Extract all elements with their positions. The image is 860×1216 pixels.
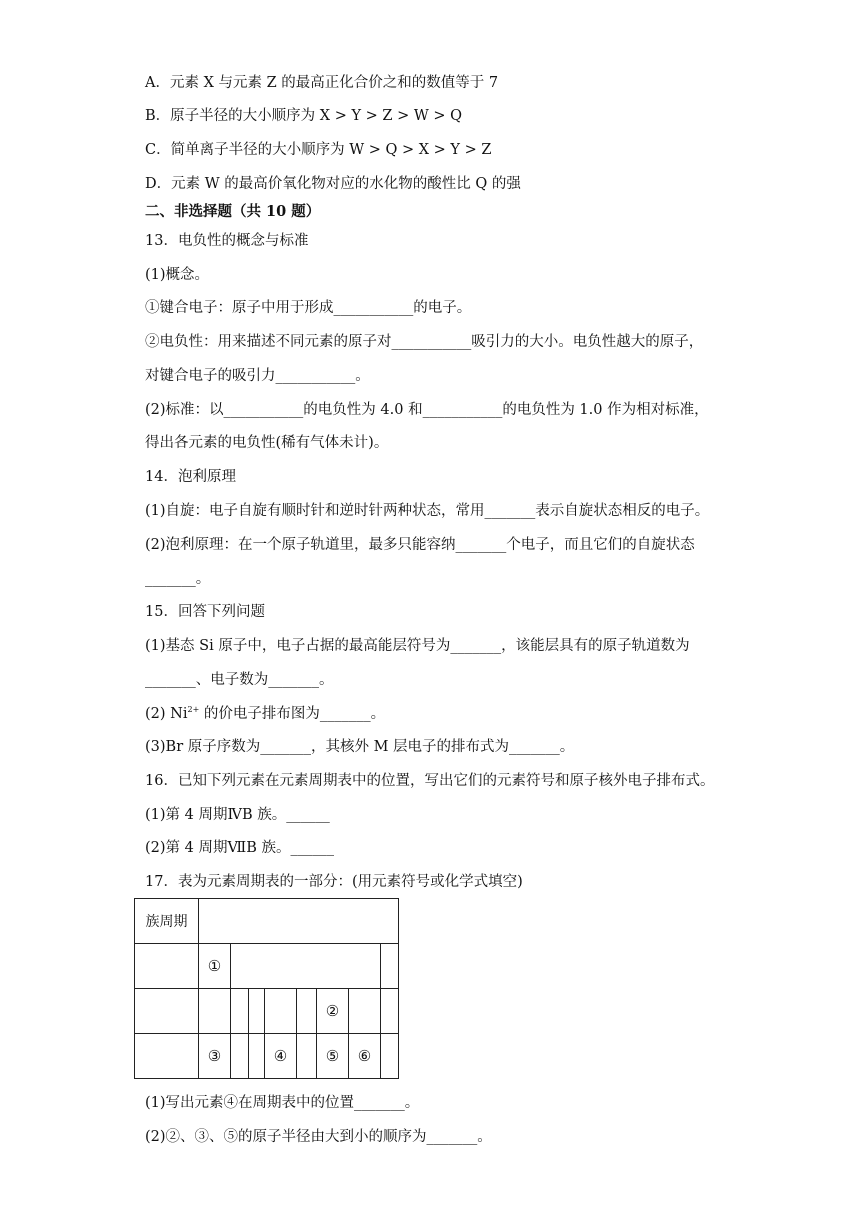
table-cell [381,989,399,1034]
q13-line-2: ①键合电子：原子中用于形成___________的电子。 [145,300,472,316]
option-d: D．元素 W 的最高价氧化物对应的水化物的酸性比 Q 的强 [145,176,521,192]
q15-title: 15．回答下列问题 [145,604,265,620]
option-a: A．元素 X 与元素 Z 的最高正化合价之和的数值等于 7 [145,75,499,91]
q17-line-2: (2)②、③、⑤的原子半径由大到小的顺序为_______。 [145,1129,492,1145]
table-cell [249,1034,265,1079]
q15-line-3 [145,704,385,724]
q13-line-4: 对键合电子的吸引力___________。 [145,368,370,384]
q17-title: 17．表为元素周期表的一部分：(用元素符号或化学式填空) [145,874,523,890]
section-heading: 二、非选择题（共 10 题） [145,203,321,220]
q16-line-2: (2)第 4 周期ⅦB 族。______ [145,840,334,856]
table-cell-marker-5: ⑤ [317,1034,349,1079]
q13-line-6: 得出各元素的电负性(稀有气体未计)。 [145,435,389,451]
table-row [135,1034,399,1079]
table-cell [265,989,297,1034]
table-cell [231,989,249,1034]
table-cell-marker-1: ① [199,944,231,989]
q13-line-5: (2)标准：以___________的电负性为 4.0 和___________的电负性为 1.0 作为相对标准， [145,402,709,418]
table-cell [349,989,381,1034]
table-cell [199,989,231,1034]
table-cell [231,1034,249,1079]
option-b: B．原子半径的大小顺序为 X > Y > Z > W > Q [145,108,462,124]
q15-line-4: (3)Br 原子序数为_______，其核外 M 层电子的排布式为_______。 [145,739,575,755]
table-cell [381,1034,399,1079]
option-c: C．简单离子半径的大小顺序为 W > Q > X > Y > Z [145,142,492,158]
table-header-cell: 族周期 [135,899,199,944]
table-cell [231,944,381,989]
q16-title: 16．已知下列元素在元素周期表中的位置，写出它们的元素符号和原子核外电子排布式。 [145,773,715,789]
table-cell [297,1034,317,1079]
q13-title: 13．电负性的概念与标准 [145,233,309,249]
table-cell-marker-3: ③ [199,1034,231,1079]
q13-line-1: (1)概念。 [145,267,210,283]
table-cell [297,989,317,1034]
table-cell [135,989,199,1034]
table-cell [135,1034,199,1079]
table-cell [135,944,199,989]
q15-line-3-post: 的价电子排布图为_______。 [199,706,386,722]
q15-line-1: (1)基态 Si 原子中，电子占据的最高能层符号为_______，该能层具有的原子轨道数为 [145,638,690,654]
q15-line-2: _______、电子数为_______。 [145,672,334,688]
q17-line-1: (1)写出元素④在周期表中的位置_______。 [145,1095,420,1111]
table-cell-marker-2: ② [317,989,349,1034]
table-cell [249,989,265,1034]
q16-line-1: (1)第 4 周期ⅣB 族。______ [145,807,330,823]
table-row [135,899,399,944]
q14-line-3: _______。 [145,571,211,587]
q14-line-2: (2)泡利原理：在一个原子轨道里，最多只能容纳_______个电子，而且它们的自旋状态 [145,537,695,553]
table-row [135,944,399,989]
q14-line-1: (1)自旋：电子自旋有顺时针和逆时针两种状态，常用_______表示自旋状态相反的电子。 [145,503,710,519]
charge-superscript: 2+ [187,705,200,715]
table-cell-marker-4: ④ [265,1034,297,1079]
q14-title: 14．泡利原理 [145,469,236,485]
table-cell [381,944,399,989]
table-cell [199,899,399,944]
periodic-table-fragment [134,898,399,1079]
table-cell-marker-6: ⑥ [349,1034,381,1079]
q15-line-3-pre: (2) Ni [145,706,188,722]
table-row [135,989,399,1034]
q13-line-3: ②电负性：用来描述不同元素的原子对___________吸引力的大小。电负性越大的原子， [145,334,704,350]
